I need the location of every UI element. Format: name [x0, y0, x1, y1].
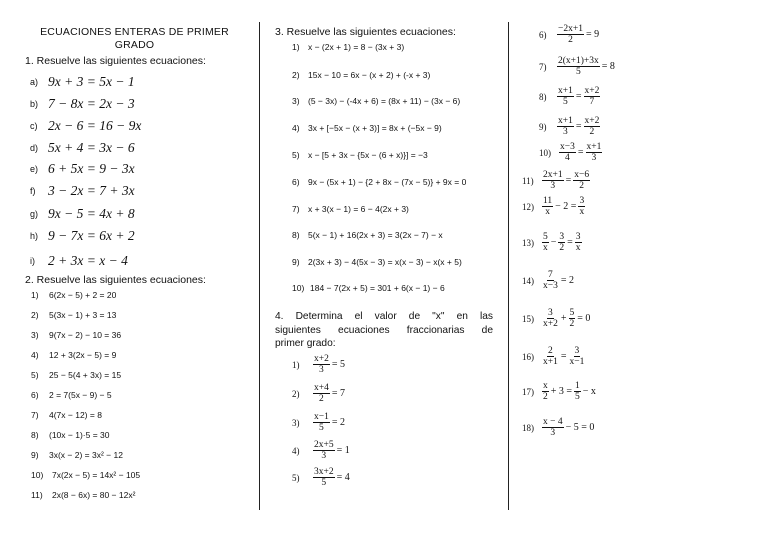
fraction	[313, 412, 330, 433]
fraction-equation-item	[292, 467, 351, 488]
fraction-denominator: x−3	[543, 281, 558, 291]
fraction-equation-item	[522, 232, 583, 253]
equation-text: 9x − 5 = 4x + 8	[48, 206, 135, 221]
fraction-equation-item	[522, 170, 591, 191]
item-label: h)	[30, 231, 39, 241]
item-label: f)	[30, 186, 36, 196]
equation-item	[292, 257, 462, 267]
item-label: 6)	[292, 177, 300, 187]
fraction	[584, 116, 601, 137]
item-label: 7)	[31, 410, 39, 420]
item-label: b)	[30, 99, 39, 109]
fraction	[313, 440, 335, 461]
equation-item	[292, 150, 428, 160]
equation-text: 7x(2x − 5) = 14x² − 105	[52, 470, 141, 480]
fraction	[569, 308, 576, 329]
fraction	[557, 116, 574, 137]
item-label: 18)	[522, 422, 534, 433]
fraction-denominator: x+1	[543, 357, 558, 367]
fraction-equation-item	[522, 346, 586, 367]
equation-item	[30, 161, 135, 177]
fraction-numerator: x−3	[560, 142, 575, 152]
item-label: 11)	[31, 490, 43, 500]
fraction-denominator: 3	[319, 365, 324, 375]
item-label: c)	[30, 121, 38, 131]
fraction	[542, 170, 564, 191]
equation-text: 9x − (5x + 1) − {2 + 8x − (7x − 5)} + 9x = 0	[308, 177, 467, 187]
equation-text: 2(3x + 3) − 4(5x − 3) = x(x − 3) − x(x + 5)	[308, 257, 462, 267]
fraction-denominator: 2	[568, 35, 573, 45]
fraction-equation-item	[539, 56, 616, 77]
operator-text: − 5 = 0	[565, 422, 595, 433]
equation-text: 9 − 7x = 6x + 2	[48, 228, 135, 243]
fraction	[557, 24, 584, 45]
fraction-equation-item	[522, 196, 586, 217]
equation-item	[30, 118, 141, 134]
fraction-numerator: 2(x+1)+3x	[558, 56, 599, 66]
item-label: 9)	[539, 121, 547, 132]
item-label: 6)	[539, 29, 547, 40]
item-label: 3)	[31, 330, 39, 340]
equation-rhs: = 1	[336, 445, 350, 456]
operator-text: −	[550, 237, 557, 248]
item-label: 4)	[292, 445, 300, 456]
equation-text: 2x(8 − 6x) = 80 − 12x²	[52, 490, 136, 500]
item-label: 16)	[522, 351, 534, 362]
fraction-numerator: 1	[575, 381, 580, 391]
equation-item	[30, 228, 135, 244]
fraction-numerator: 3x+2	[314, 467, 334, 477]
fraction	[569, 346, 586, 367]
fraction-numerator: x+2	[584, 116, 600, 126]
fraction-equation-item	[292, 383, 346, 404]
fraction	[542, 232, 549, 253]
equation-item	[30, 74, 135, 90]
item-label: 11)	[522, 175, 534, 186]
fraction-equation-item	[522, 381, 597, 402]
item-label: 2)	[292, 388, 300, 399]
equation-item	[292, 70, 430, 80]
equation-text: 12 + 3(2x − 5) = 9	[49, 350, 117, 360]
fraction	[584, 86, 601, 107]
item-label: 10)	[31, 470, 44, 480]
fraction-denominator: 2	[559, 243, 565, 253]
equation-text: x + 3(x − 1) = 6 − 4(2x + 3)	[308, 204, 409, 214]
fraction-denominator: 3	[321, 451, 327, 461]
fraction	[586, 142, 603, 163]
fraction	[542, 308, 559, 329]
title-line-1: ECUACIONES ENTERAS DE PRIMER	[40, 26, 229, 38]
fraction	[558, 232, 565, 253]
fraction	[559, 142, 576, 163]
equation-text: (10x − 1)·5 = 30	[49, 430, 110, 440]
equation-item	[31, 490, 135, 500]
fraction-numerator: x−6	[574, 170, 590, 180]
item-label: 5)	[292, 472, 300, 483]
fraction-numerator: x+1	[558, 86, 573, 96]
fraction-numerator: 2x+5	[314, 440, 334, 450]
item-label: 5)	[31, 370, 39, 380]
equation-item	[30, 183, 135, 199]
fraction-numerator: 7	[548, 270, 553, 280]
fraction	[313, 467, 335, 488]
fraction-equation-item	[522, 308, 591, 329]
fraction-denominator: 2	[579, 181, 585, 191]
equation-item	[30, 96, 135, 112]
equation-text: 5x + 4 = 3x − 6	[48, 140, 135, 155]
fraction-numerator: x+4	[314, 383, 329, 393]
equation-rhs: = 2	[331, 417, 345, 428]
equation-text: 2 = 7(5x − 9) − 5	[49, 390, 112, 400]
equation-item	[31, 470, 140, 480]
fraction-numerator: 3	[559, 232, 565, 242]
item-label: 9)	[292, 257, 300, 267]
fraction-denominator: 2	[569, 319, 575, 329]
operator-text: = 8	[601, 61, 615, 72]
fraction-equation-item	[539, 86, 601, 107]
fraction-numerator: 5	[543, 232, 548, 242]
equation-item	[292, 230, 443, 240]
equation-text: x − [5 + 3x − {5x − (6 + x)}] = −3	[308, 150, 428, 160]
item-label: 3)	[292, 96, 300, 106]
fraction	[313, 383, 330, 404]
fraction	[542, 381, 549, 402]
fraction-numerator: x+1	[558, 116, 573, 126]
equation-item	[31, 350, 116, 360]
fraction	[574, 381, 581, 402]
equation-rhs: = 7	[331, 388, 345, 399]
fraction-equation-item	[292, 412, 346, 433]
equation-item	[292, 123, 442, 133]
operator-text: + 3 =	[550, 386, 573, 397]
fraction-numerator: 5	[569, 308, 575, 318]
equation-item	[31, 330, 121, 340]
item-label: 8)	[292, 230, 300, 240]
item-label: 15)	[522, 313, 534, 324]
item-label: 1)	[31, 290, 39, 300]
equation-text: 184 − 7(2x + 5) = 301 + 6(x − 1) − 6	[310, 283, 445, 293]
fraction	[542, 346, 559, 367]
equation-text: x − (2x + 1) = 8 − (3x + 3)	[308, 42, 405, 52]
fraction-denominator: 5	[319, 423, 324, 433]
fraction-denominator: 3	[563, 127, 568, 137]
equation-text: 5(x − 1) + 16(2x + 3) = 3(2x − 7) − x	[308, 230, 443, 240]
item-label: 17)	[522, 386, 534, 397]
equation-text: 4(7x − 12) = 8	[49, 410, 102, 420]
operator-text: =	[577, 147, 584, 158]
equation-rhs: = 5	[331, 359, 345, 370]
equation-text: 3x + [−5x − (x + 3)] = 8x + (−5x − 9)	[308, 123, 442, 133]
item-label: 4)	[31, 350, 39, 360]
column-divider-left	[259, 22, 260, 510]
operator-text: =	[567, 237, 573, 248]
item-label: 8)	[31, 430, 39, 440]
item-label: 1)	[292, 42, 300, 52]
fraction-denominator: 5	[576, 67, 581, 77]
fraction	[575, 232, 582, 253]
fraction-denominator: 7	[589, 97, 595, 107]
fraction-denominator: 3	[550, 181, 556, 191]
item-label: 7)	[292, 204, 300, 214]
equation-item	[31, 410, 102, 420]
equation-text: 15x − 10 = 6x − (x + 2) + (-x + 3)	[308, 70, 431, 80]
operator-text: = 0	[577, 313, 591, 324]
equation-item	[292, 42, 404, 52]
equation-text: 25 − 5(4 + 3x) = 15	[49, 370, 122, 380]
equation-item	[30, 253, 128, 269]
equation-item	[292, 177, 466, 187]
equation-text: 6(2x − 5) + 2 = 20	[49, 290, 117, 300]
fraction-numerator: x − 4	[543, 417, 563, 427]
equation-item	[30, 206, 135, 222]
fraction-equation-item	[539, 24, 600, 45]
title-line-2: GRADO	[114, 39, 155, 51]
equation-text: 3x(x − 2) = 3x² − 12	[49, 450, 123, 460]
fraction	[557, 86, 574, 107]
equation-item	[292, 96, 460, 106]
equation-rhs: = 4	[336, 472, 350, 483]
equation-text: 3 − 2x = 7 + 3x	[48, 183, 135, 198]
fraction-numerator: x+2	[584, 86, 600, 96]
fraction	[542, 196, 553, 217]
fraction-equation-item	[292, 440, 351, 461]
equation-text: 9x + 3 = 5x − 1	[48, 74, 135, 89]
operator-text: − x	[582, 386, 596, 397]
fraction-equation-item	[539, 142, 603, 163]
fraction-numerator: 2	[548, 346, 553, 356]
item-label: 2)	[292, 70, 300, 80]
fraction-denominator: x−1	[569, 357, 585, 367]
operator-text: =	[560, 351, 567, 362]
fraction-equation-item	[292, 354, 346, 375]
equation-item	[30, 140, 135, 156]
section-4-heading	[275, 310, 493, 351]
item-label: 14)	[522, 275, 534, 286]
fraction	[557, 56, 600, 77]
item-label: 8)	[539, 91, 547, 102]
operator-text: =	[575, 91, 582, 102]
equation-text: (5 − 3x) − (-4x + 6) = (8x + 11) − (3x − 6)	[308, 96, 461, 106]
item-label: a)	[30, 77, 39, 87]
operator-text: = 9	[585, 29, 600, 40]
section-4-heading-line: 4. Determina el valor de "x" en las	[275, 311, 493, 322]
item-label: 3)	[292, 417, 300, 428]
item-label: 1)	[292, 359, 300, 370]
operator-text: =	[575, 121, 582, 132]
section-4-heading-line: primer grado:	[275, 338, 336, 349]
equation-item	[31, 430, 109, 440]
equation-text: 2x − 6 = 16 − 9x	[48, 118, 142, 133]
fraction	[542, 417, 564, 438]
fraction-numerator: x+1	[586, 142, 602, 152]
fraction-denominator: x	[579, 207, 585, 217]
fraction-numerator: 2x+1	[543, 170, 563, 180]
fraction-denominator: 5	[321, 478, 327, 488]
fraction	[578, 196, 585, 217]
equation-item	[31, 290, 116, 300]
item-label: 13)	[522, 237, 534, 248]
equation-item	[31, 450, 123, 460]
operator-text: =	[565, 175, 572, 186]
fraction-numerator: 3	[574, 346, 580, 356]
item-label: 7)	[539, 61, 547, 72]
item-label: g)	[30, 209, 39, 219]
equation-text: 9(7x − 2) − 10 = 36	[49, 330, 122, 340]
equation-text: 5(3x − 1) + 3 = 13	[49, 310, 117, 320]
section-2-heading: 2. Resuelve las siguientes ecuaciones:	[25, 274, 206, 286]
fraction	[313, 354, 330, 375]
operator-text: +	[560, 313, 567, 324]
fraction-denominator: 3	[550, 428, 556, 438]
fraction-denominator: x	[543, 243, 548, 253]
fraction-numerator: x	[543, 381, 548, 391]
item-label: 10)	[539, 147, 551, 158]
equation-item	[31, 370, 121, 380]
equation-item	[31, 390, 112, 400]
fraction-denominator: 2	[319, 394, 324, 404]
section-3-heading: 3. Resuelve las siguientes ecuaciones:	[275, 26, 456, 38]
equation-item	[292, 204, 409, 214]
fraction-denominator: x	[545, 207, 550, 217]
item-label: i)	[30, 256, 35, 266]
equation-text: 7 − 8x = 2x − 3	[48, 96, 135, 111]
fraction-denominator: 5	[575, 392, 580, 402]
fraction-numerator: 3	[548, 308, 553, 318]
fraction-denominator: 3	[591, 153, 597, 163]
equation-text: 2 + 3x = x − 4	[48, 253, 128, 268]
operator-text: − 2 =	[555, 201, 577, 212]
fraction-numerator: x−1	[314, 412, 329, 422]
page-title	[22, 26, 247, 52]
fraction-denominator: 2	[589, 127, 595, 137]
item-label: 9)	[31, 450, 39, 460]
fraction-equation-item	[539, 116, 601, 137]
section-1-heading: 1. Resuelve las siguientes ecuaciones:	[25, 55, 206, 67]
fraction-numerator: 3	[575, 232, 581, 242]
equation-item	[31, 310, 116, 320]
fraction	[542, 270, 559, 291]
fraction-numerator: 3	[579, 196, 585, 206]
item-label: d)	[30, 143, 39, 153]
item-label: 12)	[522, 201, 534, 212]
fraction-numerator: 11	[543, 196, 553, 206]
fraction-denominator: x+2	[543, 319, 558, 329]
item-label: 10)	[292, 283, 305, 293]
fraction-denominator: 2	[543, 392, 548, 402]
fraction-denominator: 4	[565, 153, 570, 163]
item-label: e)	[30, 164, 39, 174]
item-label: 6)	[31, 390, 39, 400]
fraction-numerator: −2x+1	[558, 24, 583, 34]
fraction-denominator: 5	[563, 97, 568, 107]
column-divider-right	[508, 22, 509, 510]
item-label: 2)	[31, 310, 39, 320]
fraction-numerator: x+2	[314, 354, 329, 364]
equation-item	[292, 283, 445, 293]
fraction-equation-item	[522, 270, 575, 291]
fraction-denominator: x	[575, 243, 581, 253]
fraction	[573, 170, 590, 191]
item-label: 5)	[292, 150, 300, 160]
equation-text: 6 + 5x = 9 − 3x	[48, 161, 135, 176]
operator-text: = 2	[560, 275, 574, 286]
fraction-equation-item	[522, 417, 595, 438]
section-4-heading-line: siguientes ecuaciones fraccionarias de	[275, 324, 493, 336]
item-label: 4)	[292, 123, 300, 133]
